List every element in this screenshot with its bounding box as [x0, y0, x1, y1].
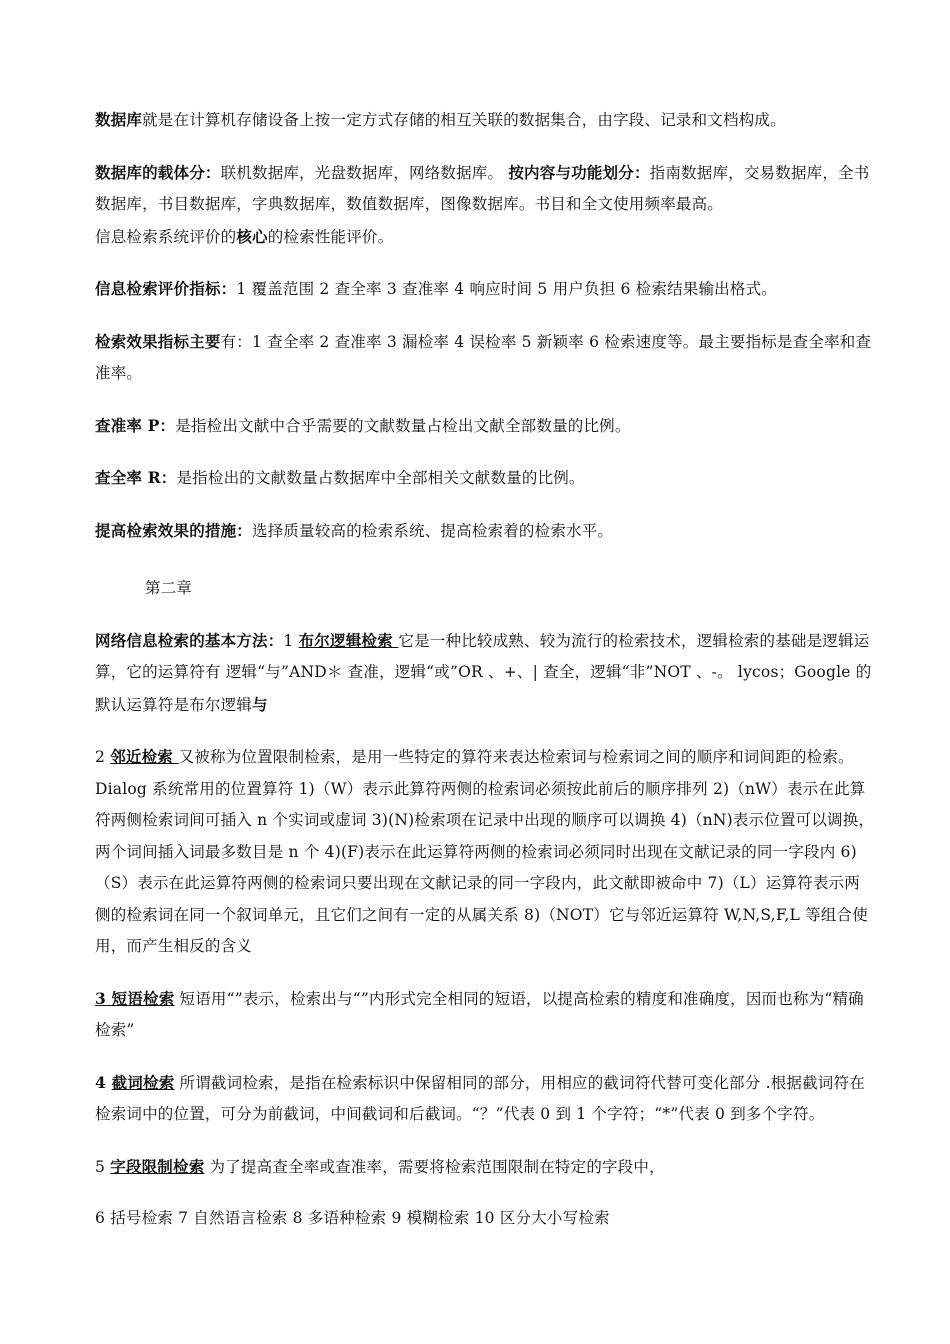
item1-number: 1 — [283, 631, 299, 650]
item5-title: 字段限制检索 — [110, 1156, 205, 1176]
text-improvement: 选择质量较高的检索系统、提高检索着的检索水平。 — [252, 521, 614, 540]
paragraph-precision — [95, 410, 875, 443]
item1-text: 它是一种比较成熟、较为流行的检索技术，逻辑检索的基础是逻辑运算，它的运算符有 逻辑“与”AND＊ 查准，逻辑“或”OR 、+、| 查全，逻辑“非”NOT 、-。 lycos；Google 的默认运算符是布尔逻辑 — [95, 631, 872, 714]
item4-number: 4 — [95, 1072, 112, 1092]
text-recall: 是指检出的文献数量占数据库中全部相关文献数量的比例。 — [176, 469, 585, 487]
term-precision: 查准率 P： — [95, 415, 176, 435]
item5-text: 为了提高查全率或查准率，需要将检索范围限制在特定的字段中， — [204, 1157, 665, 1176]
paragraph-evaluation-core — [95, 221, 875, 254]
document-page — [95, 104, 875, 1235]
term-core: 核心 — [236, 226, 268, 246]
paragraph-effect-indicators — [95, 326, 875, 390]
item3-title: 短语检索 — [111, 988, 175, 1008]
item2-text: 又被称为位置限制检索，是用一些特定的算符来表达检索词与检索词之间的顺序和词间距的检索。Dialog 系统常用的位置算符 1)（W）表示此算符两侧的检索词必须按此前后的顺序排列 2)（nW）表示在此算符两侧检索词间可插入 n 个实词或虚词 3)(N)检索项在记录中出现的顺序可以调换 4)（nN)表示位置可以调换，两个词间插入词最多数目是 n 个 4)(F)表示在此运算符两侧的检索词必须同时出现在文献记录的同一字段内 6)（S）表示在此运算符两侧的检索词只要出现在文献记录的同一字段内，此文献即被命中 7)（L）运算符表示两侧的检索词在同一个叙词单元，且它们之间有一定的从属关系 8)（NOT）它与邻近运算符 W,N,S,F,L 等组合使用，而产生相反的含义 — [95, 748, 875, 955]
paragraph-recall — [95, 462, 875, 495]
paragraph-proximity-search — [95, 741, 875, 963]
term-database: 数据库 — [95, 110, 143, 129]
term-evaluation-indicators: 信息检索评价指标： — [95, 279, 237, 298]
item4-text: 所谓截词检索，是指在检索标识中保留相同的部分，用相应的截词符代替可变化部分 .根据截词符在检索词中的位置，可分为前截词，中间截词和后截词。“？”代表 0 到 1 个字符；“*”代表 0 到多个字符。 — [95, 1073, 865, 1123]
item5-number: 5 — [95, 1157, 111, 1176]
text-carrier: 联机数据库，光盘数据库，网络数据库。 — [220, 163, 509, 182]
chapter-title: 第二章 — [145, 579, 193, 597]
item4-title: 截词检索 — [111, 1072, 175, 1092]
item3-number: 3 — [95, 988, 112, 1008]
paragraph-database-types — [95, 157, 875, 221]
item1-end-bold: 与 — [252, 694, 268, 714]
text-evaluation-core: 的检索性能评价。 — [267, 227, 394, 246]
term-improvement: 提高检索效果的措施： — [95, 520, 253, 540]
paragraph-boolean-search — [95, 625, 875, 722]
text-evaluation-indicators: 1 覆盖范围 2 查全率 3 查准率 4 响应时间 5 用户负担 6 检索结果输出格式。 — [236, 280, 777, 298]
term-basic-methods: 网络信息检索的基本方法： — [95, 630, 284, 650]
text-database-definition: 就是在计算机存储设备上按一定方式存储的相互关联的数据集合，由字段、记录和文档构成。 — [142, 111, 786, 129]
paragraph-phrase-search — [95, 983, 875, 1047]
text-effect-indicators: 有：1 查全率 2 查准率 3 漏检率 4 误检率 5 新颖率 6 检索速度等。最主要指标是查全率和查准率。 — [95, 332, 872, 382]
item3-text: 短语用“”表示，检索出与“”内形式完全相同的短语，以提高检索的精度和准确度，因而也称为“精确检索” — [95, 989, 864, 1039]
term-effect-indicators: 检索效果指标主要 — [95, 331, 221, 351]
paragraph-evaluation-indicators — [95, 273, 875, 306]
paragraph-field-search — [95, 1151, 875, 1184]
paragraph-truncation-search — [95, 1067, 875, 1131]
paragraph-database-definition — [95, 104, 875, 137]
paragraph-other-methods: 6 括号检索 7 自然语言检索 8 多语种检索 9 模糊检索 10 区分大小写检索 — [95, 1209, 610, 1227]
text-content-function: 指南数据库，交易数据库，全书数据库，书目数据库，字典数据库，数值数据库，图像数据库。书目和全文使用频率最高。 — [95, 163, 870, 213]
item2-title: 邻近检索 — [110, 747, 179, 766]
paragraph-improvement — [95, 515, 875, 548]
text-evaluation-pre: 信息检索系统评价的 — [95, 227, 237, 246]
item2-number: 2 — [95, 748, 111, 766]
term-content-function: 按内容与功能划分： — [508, 162, 650, 182]
text-precision: 是指检出文献中合乎需要的文献数量占检出文献全部数量的比例。 — [175, 416, 631, 435]
term-carrier: 数据库的载体分： — [95, 162, 221, 182]
item1-title: 布尔逻辑检索 — [298, 630, 399, 650]
term-recall: 查全率 R： — [95, 468, 177, 487]
